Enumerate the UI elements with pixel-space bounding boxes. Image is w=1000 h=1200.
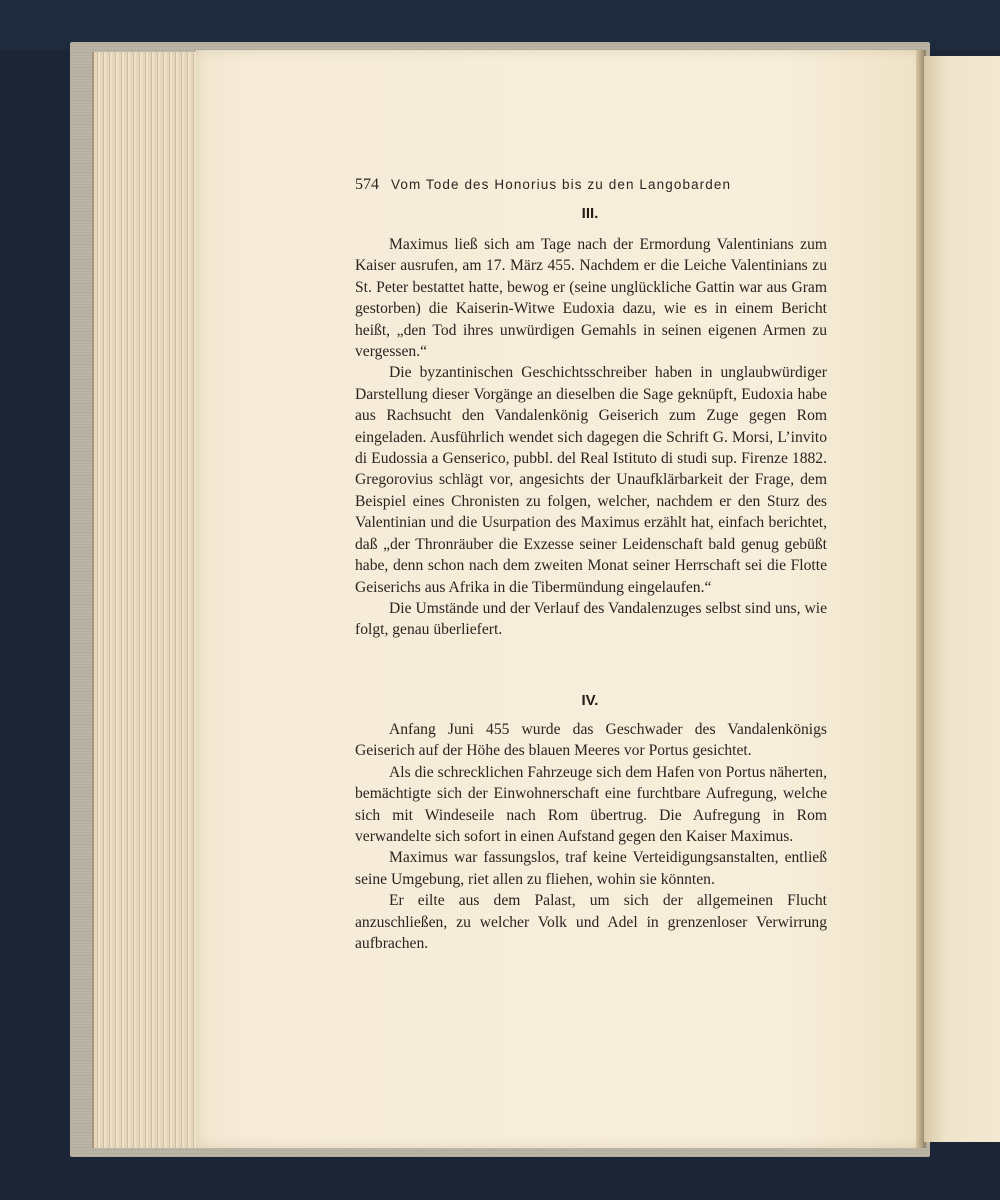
paragraph: Er eilte aus dem Palast, um sich der allgemeinen Flucht anzuschließen, zu welcher Volk und Adel in grenzenloser Verwirrung aufbrachen. [355,892,827,953]
page-number: 574 [355,176,379,193]
paragraph: Die Umstände und der Verlauf des Vandalenzuges selbst sind uns, wie folgt, genau überliefert. [355,599,827,639]
section-heading-iv: IV. [581,692,599,709]
facing-page [924,56,1000,1142]
page-edges [92,52,206,1148]
paragraph: Maximus ließ sich am Tage nach der Ermordung Valentinians zum Kaiser ausrufen, am 17. März 455. Nachdem er die Leiche Valentinians zu St. Peter bestattet hatte, bewog er (seine unglückliche Gattin war aus Gram gestorben) die Kaiserin-Witwe Eudoxia dazu, wie es in einem Bericht heißt, „den Tod ihres unwürdigen Gemahls in seinen eigenen Armen zu vergessen.“ [355,236,827,361]
section-iv-body [355,719,827,954]
paragraph: Maximus war fassungslos, traf keine Verteidigungsanstalten, entließ seine Umgebung, riet allen zu fliehen, wohin sie könnten. [355,849,827,888]
paragraph: Als die schrecklichen Fahrzeuge sich dem Hafen von Portus näherten, bemächtigte sich der Einwohnerschaft eine furchtbare Aufregung, welche sich mit Windeseile nach Rom übertrug. Die Aufregung in Rom verwandelte sich sofort in einen Aufstand gegen den Kaiser Maximus. [355,763,827,846]
running-header [355,176,825,194]
paragraph: Anfang Juni 455 wurde das Geschwader des Vandalenkönigs Geiserich auf der Höhe des blauen Meeres vor Portus gesichtet. [355,721,827,760]
running-title: Vom Tode des Honorius bis zu den Langobarden [391,177,732,192]
section-heading-iii: III. [581,205,599,222]
section-iii-body [355,234,827,641]
paragraph: Die byzantinischen Geschichtsschreiber haben in unglaubwürdiger Darstellung dieser Vorgänge an dieselben die Sage geknüpft, Eudoxia habe aus Rachsucht den Vandalenkönig Geiserich zum Zuge gegen Rom eingeladen. Ausführlich wendet sich dagegen die Schrift G. Morsi, L’invito di Eudossia a Genserico, pubbl. del Real Istituto di studi sup. Firenze 1882. Gregorovius schlägt vor, angesichts der Unaufklärbarkeit der Frage, dem Beispiel eines Chronisten zu folgen, welcher, nachdem er den Sturz des Valentinian und die Usurpation des Maximus erzählt hat, einfach berichtet, daß „der Thronräuber die Exzesse seiner Leidenschaft bald genug gebüßt habe, denn schon nach dem zweiten Monat seiner Herrschaft sei die Flotte Geiserichs aus Afrika in die Tibermündung eingelaufen.“ [355,364,827,596]
